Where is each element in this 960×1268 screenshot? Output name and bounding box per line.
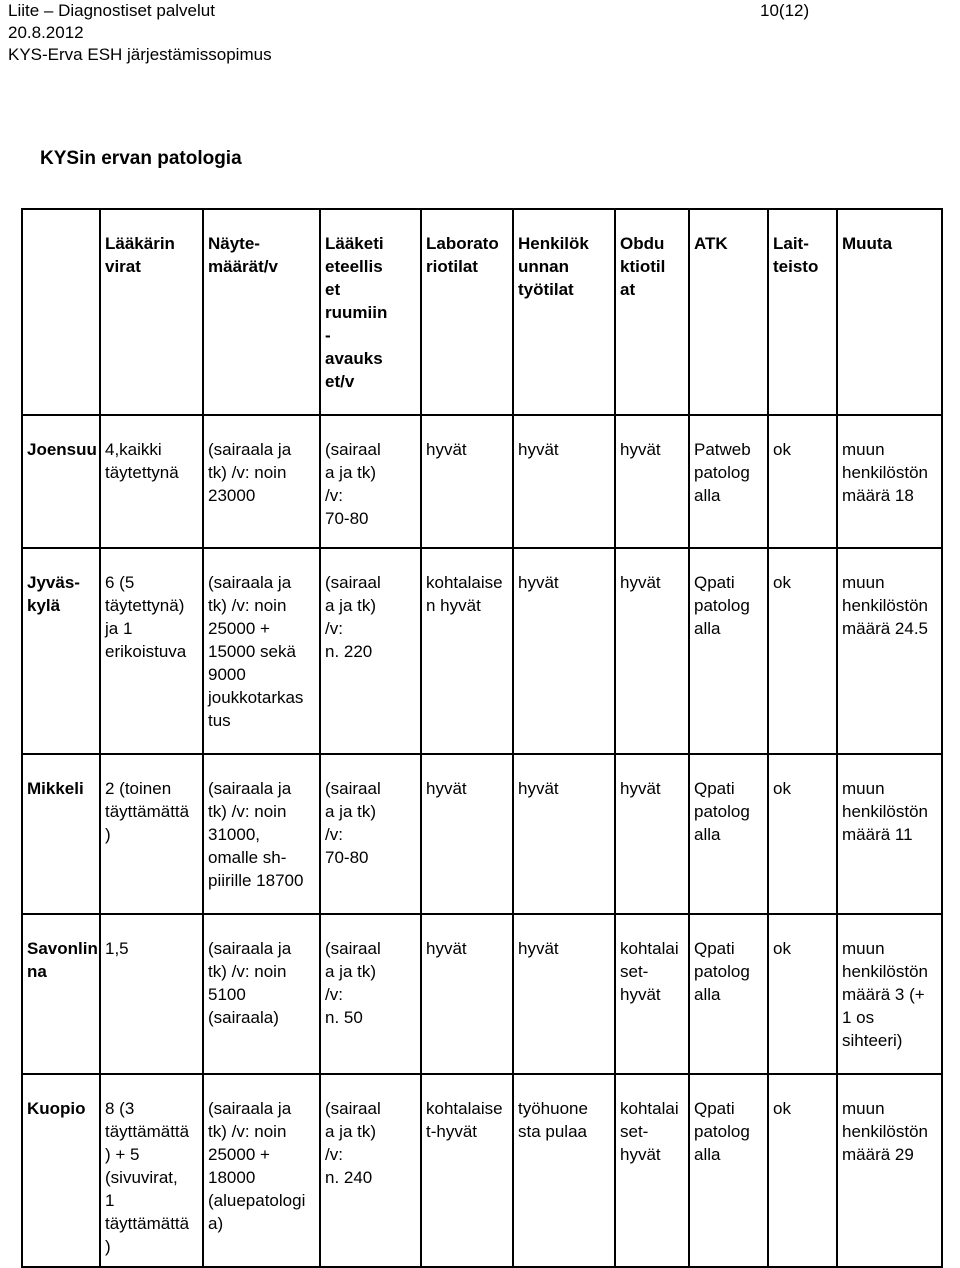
table-header-row [22, 209, 942, 415]
table-cell: ok [768, 914, 837, 1074]
column-header-cell: Obdu ktiotil at [615, 209, 689, 415]
table-row [22, 914, 942, 1074]
table-cell: muun henkilöstön määrä 18 [837, 415, 942, 548]
header-agreement: KYS-Erva ESH järjestämissopimus [8, 45, 272, 64]
table-cell: hyvät [421, 914, 513, 1074]
table-cell: muun henkilöstön määrä 29 [837, 1074, 942, 1267]
table-cell: muun henkilöstön määrä 24.5 [837, 548, 942, 754]
row-header-cell: Jyväs- kylä [22, 548, 100, 754]
table-cell: muun henkilöstön määrä 11 [837, 754, 942, 914]
section-title: KYSin ervan patologia [40, 148, 242, 169]
table-cell: Qpati patolog alla [689, 914, 768, 1074]
table-cell: 1,5 [100, 914, 203, 1074]
table-cell: hyvät [615, 548, 689, 754]
column-header-cell: Lääketi eteellis et ruumiin - avauks et/v [320, 209, 421, 415]
table-row [22, 754, 942, 914]
table-row [22, 1074, 942, 1267]
row-header-cell: Mikkeli [22, 754, 100, 914]
table-cell: hyvät [615, 415, 689, 548]
table-cell: Patweb patolog alla [689, 415, 768, 548]
row-header-cell: Kuopio [22, 1074, 100, 1267]
table-cell: ok [768, 548, 837, 754]
table-row [22, 548, 942, 754]
table-cell: hyvät [513, 754, 615, 914]
table-cell: (sairaala ja tk) /v: noin 25000 + 18000 (aluepatologi a) [203, 1074, 320, 1267]
row-header-cell: Savonlin na [22, 914, 100, 1074]
column-header-cell: Lääkärin virat [100, 209, 203, 415]
table-cell: hyvät [513, 415, 615, 548]
pathology-table [21, 208, 943, 1268]
table-cell: ok [768, 1074, 837, 1267]
column-header-cell: Lait- teisto [768, 209, 837, 415]
table-cell: hyvät [513, 914, 615, 1074]
table-cell: 4,kaikki täytettynä [100, 415, 203, 548]
column-header-cell: Laborato riotilat [421, 209, 513, 415]
table-cell: (sairaala ja tk) /v: noin 31000, omalle sh- piirille 18700 [203, 754, 320, 914]
table-cell: ok [768, 415, 837, 548]
column-header-cell: Henkilök unnan työtilat [513, 209, 615, 415]
table-cell: (sairaala ja tk) /v: noin 5100 (sairaala) [203, 914, 320, 1074]
table-cell: (sairaala ja tk) /v: noin 25000 + 15000 sekä 9000 joukkotarkas tus [203, 548, 320, 754]
table-cell: (sairaal a ja tk) /v: n. 50 [320, 914, 421, 1074]
table-cell: 2 (toinen täyttämättä ) [100, 754, 203, 914]
table-cell: hyvät [513, 548, 615, 754]
table-cell: hyvät [421, 415, 513, 548]
table-cell: (sairaala ja tk) /v: noin 23000 [203, 415, 320, 548]
row-header-cell: Joensuu [22, 415, 100, 548]
column-header-cell: Näyte- määrät/v [203, 209, 320, 415]
table-cell: muun henkilöstön määrä 3 (+ 1 os sihteeri) [837, 914, 942, 1074]
table-cell: Qpati patolog alla [689, 754, 768, 914]
header-date: 20.8.2012 [8, 23, 84, 42]
table-cell: (sairaal a ja tk) /v: n. 220 [320, 548, 421, 754]
table-cell: ok [768, 754, 837, 914]
table-cell: 6 (5 täytettynä) ja 1 erikoistuva [100, 548, 203, 754]
table-cell: 8 (3 täyttämättä ) + 5 (sivuvirat, 1 täyttämättä ) [100, 1074, 203, 1267]
page-number: 10(12) [760, 1, 810, 20]
column-header-cell: ATK [689, 209, 768, 415]
table-row [22, 415, 942, 548]
column-header-cell [22, 209, 100, 415]
table-cell: (sairaal a ja tk) /v: 70-80 [320, 415, 421, 548]
table-cell: (sairaal a ja tk) /v: n. 240 [320, 1074, 421, 1267]
table-cell: kohtalai set- hyvät [615, 1074, 689, 1267]
table-cell: kohtalai set- hyvät [615, 914, 689, 1074]
table-cell: hyvät [615, 754, 689, 914]
table-cell: Qpati patolog alla [689, 1074, 768, 1267]
header-title: Liite – Diagnostiset palvelut [8, 1, 215, 20]
table-cell: kohtalaise t-hyvät [421, 1074, 513, 1267]
table-cell: kohtalaise n hyvät [421, 548, 513, 754]
table-cell: Qpati patolog alla [689, 548, 768, 754]
table-cell: työhuone sta pulaa [513, 1074, 615, 1267]
column-header-cell: Muuta [837, 209, 942, 415]
table-cell: (sairaal a ja tk) /v: 70-80 [320, 754, 421, 914]
table-cell: hyvät [421, 754, 513, 914]
